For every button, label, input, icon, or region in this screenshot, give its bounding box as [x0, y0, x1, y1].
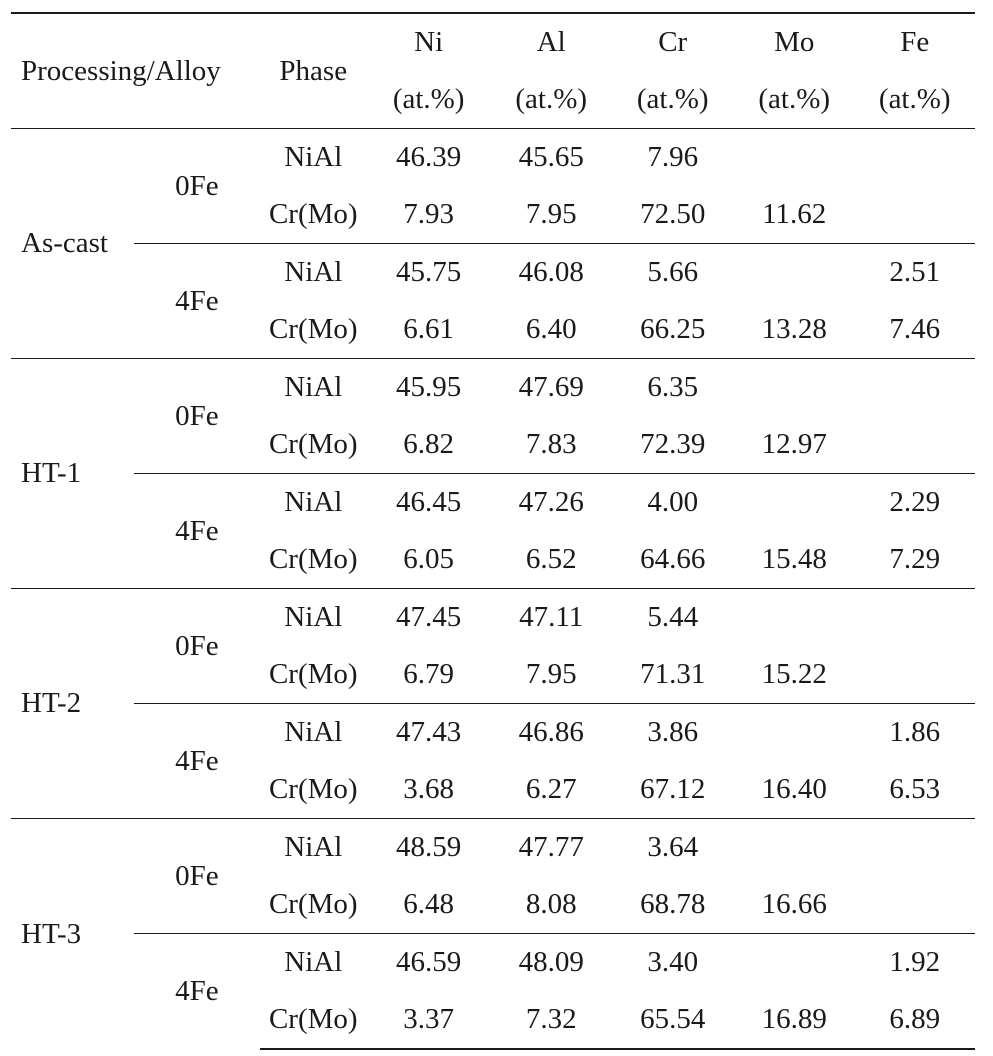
phase-header: Phase [260, 13, 366, 129]
column-header-mo: Mo [734, 13, 855, 71]
processing-label: HT-2 [11, 589, 134, 819]
value-cell-mo [734, 819, 855, 877]
phase-cell: Cr(Mo) [268, 428, 358, 460]
value-cell-al: 46.86 [491, 704, 612, 762]
alloy-label: 0Fe [134, 819, 261, 934]
phase-cell: Cr(Mo) [268, 198, 358, 230]
phase-cell: NiAl [260, 359, 366, 417]
value-cell-mo [734, 244, 855, 302]
table-row [11, 704, 975, 762]
composition-table-container [11, 12, 975, 1050]
value-cell-cr: 71.31 [640, 658, 706, 690]
column-header-ni: Ni [366, 13, 491, 71]
column-header-fe: Fe [854, 13, 975, 71]
phase-cell: Cr(Mo) [268, 658, 358, 690]
value-cell-al: 7.95 [525, 658, 577, 690]
value-cell-mo: 12.97 [761, 428, 827, 460]
alloy-label: 4Fe [134, 244, 261, 359]
phase-cell: NiAl [260, 819, 366, 877]
column-unit-ni: (at.%) [366, 71, 491, 129]
alloy-label: 4Fe [134, 934, 261, 1050]
value-cell-fe: 7.46 [889, 313, 941, 345]
processing-label: HT-1 [11, 359, 134, 589]
value-cell-al: 6.52 [525, 543, 577, 575]
value-cell-al: 6.40 [525, 313, 577, 345]
value-cell-cr: 4.00 [611, 474, 734, 532]
table-row [11, 244, 975, 302]
value-cell-al: 47.11 [491, 589, 612, 647]
phase-cell: NiAl [260, 704, 366, 762]
value-cell-ni: 6.61 [403, 313, 455, 345]
column-header-cr: Cr [611, 13, 734, 71]
value-cell-mo: 16.89 [734, 991, 855, 1049]
value-cell-ni: 6.82 [403, 428, 455, 460]
value-cell-cr: 3.64 [611, 819, 734, 877]
value-cell-fe [854, 819, 975, 877]
value-cell-al: 7.32 [491, 991, 612, 1049]
value-cell-mo: 13.28 [761, 313, 827, 345]
value-cell-fe [854, 186, 975, 244]
value-cell-cr: 72.39 [640, 428, 706, 460]
value-cell-ni: 6.48 [403, 888, 455, 920]
column-unit-mo: (at.%) [734, 71, 855, 129]
value-cell-ni: 46.39 [366, 129, 491, 187]
phase-cell: Cr(Mo) [268, 313, 358, 345]
value-cell-mo: 15.22 [761, 658, 827, 690]
value-cell-fe [854, 416, 975, 474]
value-cell-mo: 16.40 [761, 773, 827, 805]
processing-alloy-header: Processing/Alloy [11, 13, 260, 129]
phase-cell: Cr(Mo) [260, 991, 366, 1049]
phase-cell: Cr(Mo) [268, 543, 358, 575]
column-unit-fe: (at.%) [854, 71, 975, 129]
value-cell-ni: 7.93 [403, 198, 455, 230]
value-cell-fe [854, 359, 975, 417]
value-cell-fe: 2.29 [854, 474, 975, 532]
value-cell-ni: 47.43 [366, 704, 491, 762]
value-cell-fe: 1.86 [854, 704, 975, 762]
value-cell-al: 7.83 [525, 428, 577, 460]
phase-cell: NiAl [260, 129, 366, 187]
value-cell-ni: 3.68 [403, 773, 455, 805]
value-cell-fe [854, 589, 975, 647]
alloy-label: 4Fe [134, 704, 261, 819]
value-cell-fe: 7.29 [889, 543, 941, 575]
value-cell-mo: 16.66 [761, 888, 827, 920]
value-cell-al: 47.77 [491, 819, 612, 877]
alloy-label: 0Fe [134, 359, 261, 474]
table-row [11, 819, 975, 877]
value-cell-fe [854, 129, 975, 187]
alloy-label: 0Fe [134, 129, 261, 244]
value-cell-mo [734, 589, 855, 647]
column-unit-al: (at.%) [491, 71, 612, 129]
value-cell-fe: 6.89 [854, 991, 975, 1049]
value-cell-al: 46.08 [491, 244, 612, 302]
header-row-elements [11, 13, 975, 71]
value-cell-cr: 66.25 [640, 313, 706, 345]
value-cell-ni: 45.75 [366, 244, 491, 302]
processing-label: As-cast [11, 129, 134, 359]
value-cell-mo [734, 934, 855, 992]
value-cell-ni: 3.37 [366, 991, 491, 1049]
table-row [11, 359, 975, 417]
value-cell-fe: 6.53 [889, 773, 941, 805]
value-cell-cr: 7.96 [611, 129, 734, 187]
value-cell-mo [734, 704, 855, 762]
value-cell-ni: 46.45 [366, 474, 491, 532]
phase-cell: Cr(Mo) [268, 888, 358, 920]
alloy-label: 4Fe [134, 474, 261, 589]
value-cell-ni: 46.59 [366, 934, 491, 992]
value-cell-cr: 64.66 [640, 543, 706, 575]
processing-label: HT-3 [11, 819, 134, 1050]
value-cell-cr: 3.86 [611, 704, 734, 762]
table-row [11, 934, 975, 992]
table-row [11, 474, 975, 532]
table-header [11, 13, 975, 129]
value-cell-ni: 6.79 [403, 658, 455, 690]
value-cell-cr: 6.35 [611, 359, 734, 417]
value-cell-al: 8.08 [525, 888, 577, 920]
phase-cell: Cr(Mo) [268, 773, 358, 805]
table-row [11, 589, 975, 647]
value-cell-mo [734, 474, 855, 532]
value-cell-cr: 72.50 [640, 198, 706, 230]
value-cell-cr: 68.78 [640, 888, 706, 920]
value-cell-mo: 11.62 [762, 198, 827, 230]
value-cell-al: 47.69 [491, 359, 612, 417]
value-cell-ni: 45.95 [366, 359, 491, 417]
value-cell-cr: 5.66 [611, 244, 734, 302]
column-header-al: Al [491, 13, 612, 71]
value-cell-cr: 3.40 [611, 934, 734, 992]
value-cell-fe: 1.92 [854, 934, 975, 992]
value-cell-al: 48.09 [491, 934, 612, 992]
phase-cell: NiAl [260, 934, 366, 992]
value-cell-ni: 47.45 [366, 589, 491, 647]
value-cell-mo: 15.48 [761, 543, 827, 575]
value-cell-mo [734, 129, 855, 187]
phase-cell: NiAl [260, 474, 366, 532]
value-cell-fe [854, 876, 975, 934]
alloy-label: 0Fe [134, 589, 261, 704]
value-cell-cr: 65.54 [611, 991, 734, 1049]
value-cell-ni: 48.59 [366, 819, 491, 877]
table-row [11, 129, 975, 187]
value-cell-al: 7.95 [525, 198, 577, 230]
value-cell-cr: 5.44 [611, 589, 734, 647]
phase-cell: NiAl [260, 589, 366, 647]
value-cell-mo [734, 359, 855, 417]
table-body [11, 129, 975, 1050]
value-cell-al: 6.27 [525, 773, 577, 805]
value-cell-cr: 67.12 [640, 773, 706, 805]
composition-table [11, 12, 975, 1050]
column-unit-cr: (at.%) [611, 71, 734, 129]
value-cell-fe [854, 646, 975, 704]
value-cell-al: 45.65 [491, 129, 612, 187]
value-cell-fe: 2.51 [854, 244, 975, 302]
value-cell-al: 47.26 [491, 474, 612, 532]
value-cell-ni: 6.05 [403, 543, 455, 575]
phase-cell: NiAl [260, 244, 366, 302]
